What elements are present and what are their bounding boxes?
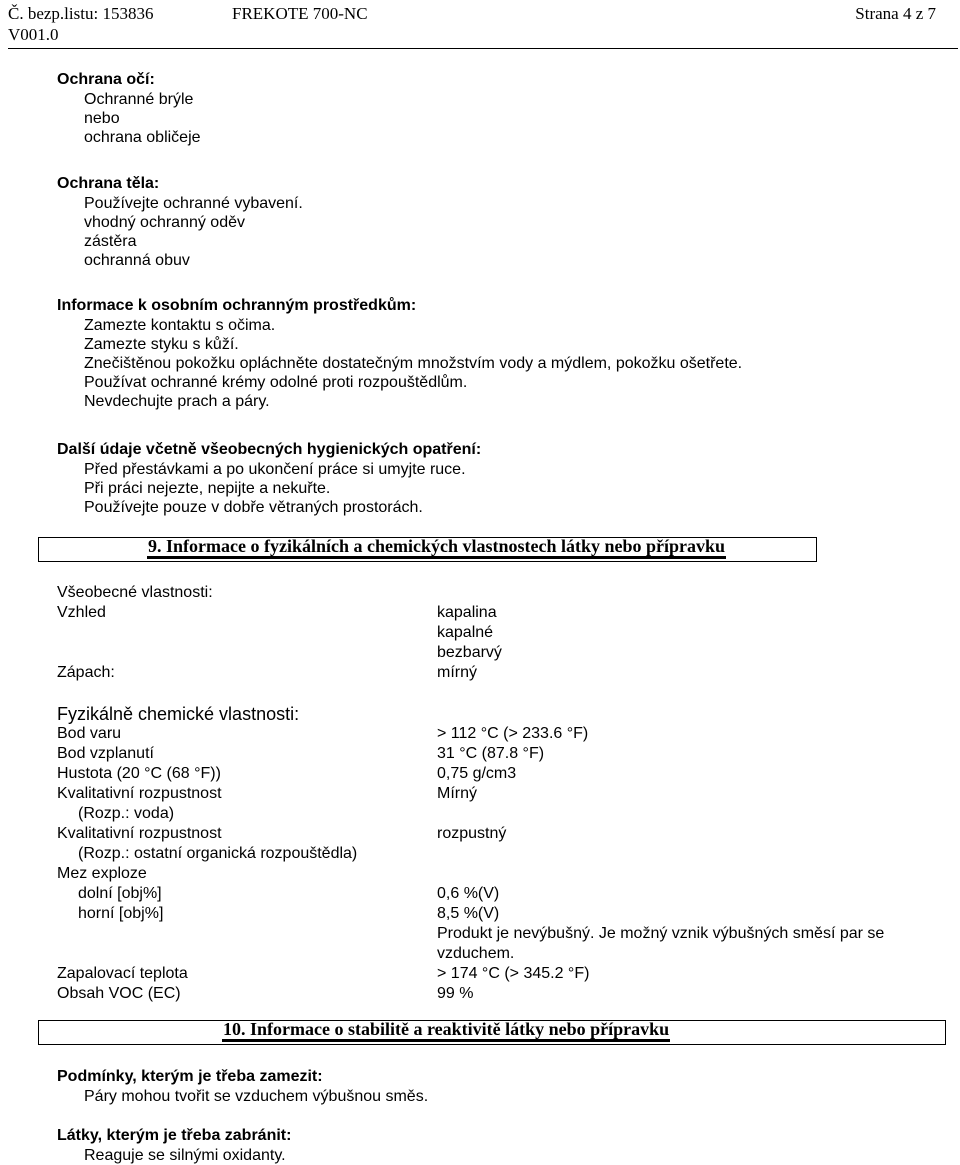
list-item: nebo (84, 110, 120, 127)
list-item: ochranná obuv (84, 252, 190, 269)
conditions-to-avoid-text: Páry mohou tvořit se vzduchem výbušnou směs. (84, 1088, 429, 1105)
property-row (57, 824, 917, 844)
page-number: Strana 4 z 7 (855, 4, 936, 23)
version-label: V001.0 (8, 25, 59, 44)
general-properties-title: Všeobecné vlastnosti: (57, 584, 213, 601)
property-value: 31 °C (87.8 °F) (437, 745, 545, 762)
property-row (57, 784, 917, 804)
property-label: horní [obj%] (78, 905, 164, 922)
conditions-to-avoid-title: Podmínky, kterým je třeba zamezit: (57, 1068, 323, 1085)
list-item: Používat ochranné krémy odolné proti rozpouštědlům. (84, 374, 468, 391)
body-protection-title: Ochrana těla: (57, 175, 160, 192)
conditions-to-avoid-block (57, 1067, 428, 1106)
list-item: Před přestávkami a po ukončení práce si umyjte ruce. (84, 461, 466, 478)
list-item: ochrana obličeje (84, 129, 201, 146)
ppe-info-block (57, 296, 742, 411)
list-item: vhodný ochranný oděv (84, 214, 245, 231)
list-item: Při práci nejezte, nepijte a nekuřte. (84, 480, 331, 497)
list-item: Používejte pouze v dobře větraných prostorách. (84, 499, 423, 516)
incompatible-materials-title: Látky, kterým je třeba zabránit: (57, 1127, 292, 1144)
odor-label: Zápach: (57, 664, 115, 681)
property-value: > 174 °C (> 345.2 °F) (437, 965, 590, 982)
property-value: 99 % (437, 985, 474, 1002)
property-row (57, 724, 917, 744)
ppe-info-title: Informace k osobním ochranným prostředkům: (57, 297, 417, 314)
appearance-label: Vzhled (57, 604, 106, 621)
property-value: Mírný (437, 785, 477, 802)
appearance-value: kapalné (437, 624, 494, 641)
property-row (57, 864, 917, 884)
odor-value: mírný (437, 664, 477, 681)
property-row (57, 764, 917, 784)
property-row (57, 744, 917, 764)
property-label: Hustota (20 °C (68 °F)) (57, 765, 221, 782)
list-item: zástěra (84, 233, 137, 250)
section-10-heading-bar (38, 1020, 946, 1045)
list-item: Ochranné brýle (84, 91, 194, 108)
property-value: 8,5 %(V) (437, 905, 500, 922)
property-value: 0,6 %(V) (437, 885, 500, 902)
section-10-title: 10. Informace o stabilitě a reaktivitě látky nebo přípravku (222, 1019, 670, 1042)
product-name: FREKOTE 700-NC (232, 4, 368, 23)
sheet-number: Č. bezp.listu: 153836 (8, 4, 154, 23)
physchem-properties-title: Fyzikálně chemické vlastnosti: (57, 704, 300, 724)
incompatible-materials-block (57, 1126, 291, 1165)
property-value: vzduchem. (437, 945, 515, 962)
body-protection-block (57, 174, 303, 270)
section-9-title: 9. Informace o fyzikálních a chemických vlastnostech látky nebo přípravku (147, 536, 726, 559)
list-item: Znečištěnou pokožku opláchněte dostatečným množstvím vody a mýdlem, pokožku ošetřete. (84, 355, 743, 372)
hygiene-block (57, 440, 481, 517)
property-row (57, 804, 917, 824)
property-label: (Rozp.: voda) (78, 805, 175, 822)
property-value: > 112 °C (> 233.6 °F) (437, 725, 589, 742)
property-row (57, 844, 917, 864)
eye-protection-block (57, 70, 201, 147)
property-value: rozpustný (437, 825, 507, 842)
property-label: Bod varu (57, 725, 122, 742)
hygiene-title: Další údaje včetně všeobecných hygienických opatření: (57, 441, 482, 458)
eye-protection-title: Ochrana očí: (57, 71, 155, 88)
property-label: Mez exploze (57, 865, 147, 882)
property-label: Obsah VOC (EC) (57, 985, 181, 1002)
property-row (57, 924, 917, 944)
page-header (8, 4, 958, 48)
property-row (57, 964, 917, 984)
property-value: 0,75 g/cm3 (437, 765, 517, 782)
section-9-heading-bar (38, 537, 817, 562)
property-row (57, 984, 917, 1004)
list-item: Používejte ochranné vybavení. (84, 195, 303, 212)
property-row (57, 904, 917, 924)
property-label: dolní [obj%] (78, 885, 162, 902)
property-label: Kvalitativní rozpustnost (57, 825, 222, 842)
incompatible-materials-text: Reaguje se silnými oxidanty. (84, 1147, 286, 1164)
list-item: Zamezte styku s kůží. (84, 336, 239, 353)
property-row (57, 944, 917, 964)
property-label: Bod vzplanutí (57, 745, 154, 762)
appearance-value: kapalina (437, 604, 497, 621)
property-value: Produkt je nevýbušný. Je možný vznik výbušných směsí par se (437, 925, 885, 942)
appearance-value: bezbarvý (437, 644, 502, 661)
list-item: Nevdechujte prach a páry. (84, 393, 270, 410)
header-divider (8, 48, 958, 49)
property-label: Kvalitativní rozpustnost (57, 785, 222, 802)
property-row (57, 884, 917, 904)
property-label: (Rozp.: ostatní organická rozpouštědla) (78, 845, 358, 862)
list-item: Zamezte kontaktu s očima. (84, 317, 276, 334)
property-label: Zapalovací teplota (57, 965, 188, 982)
